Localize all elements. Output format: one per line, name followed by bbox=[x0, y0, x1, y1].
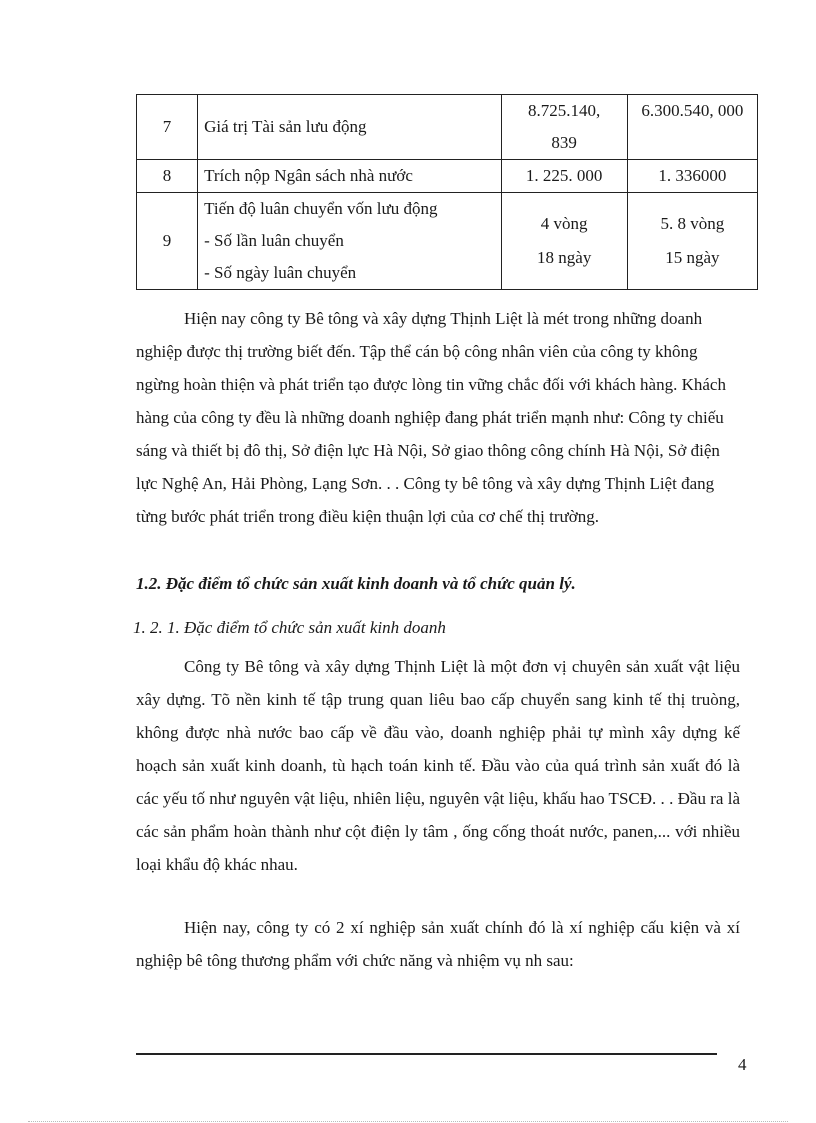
value-current-year bbox=[627, 160, 757, 193]
value-previous-year bbox=[501, 95, 627, 160]
row-item bbox=[198, 193, 501, 290]
value-line: 15 ngày bbox=[665, 248, 720, 267]
value-line: 8.725.140, bbox=[528, 101, 601, 120]
row-number: 8 bbox=[137, 160, 198, 193]
item-line: Giá trị Tài sản lưu động bbox=[204, 117, 367, 136]
value-line: 1. 225. 000 bbox=[525, 166, 603, 185]
value-current-year bbox=[627, 193, 757, 290]
row-number: 7 bbox=[137, 95, 198, 160]
value-line: 6.300.540, 000 bbox=[641, 101, 744, 120]
table-row bbox=[137, 95, 758, 160]
value-line: 1. 336000 bbox=[658, 166, 727, 185]
value-line: 5. 8 vòng bbox=[660, 214, 725, 233]
row-number: 9 bbox=[137, 193, 198, 290]
enterprises-paragraph: Hiện nay, công ty có 2 xí nghiệp sản xuất chính đó là xí nghiệp cấu kiện và xí nghiệp bê tông thương phẩm với chức năng và nhiệm vụ nh sau: bbox=[136, 918, 740, 970]
value-line: 839 bbox=[551, 133, 577, 152]
footer-divider bbox=[136, 1053, 717, 1055]
value-line: 18 ngày bbox=[537, 248, 592, 267]
table-row bbox=[137, 193, 758, 290]
data-table bbox=[136, 94, 758, 290]
page-bottom-border bbox=[28, 1121, 788, 1122]
item-line: - Số ngày luân chuyển bbox=[204, 263, 357, 282]
subsection-heading: 1. 2. 1. Đặc điểm tổ chức sản xuất kinh doanh bbox=[133, 618, 446, 637]
production-paragraph: Công ty Bê tông và xây dựng Thịnh Liệt là một đơn vị chuyên sản xuất vật liệu xây dựng. Tõ nền kinh tế tập trung quan liêu bao cấp chuyển sang kinh tế thị truòng, không được nhà nước bao cấp về đầu vào, doanh nghiệp phải tự mình xây dựng kế hoạch sản xuất kinh doanh, tù hạch toán kinh tế. Đầu vào của quá trình sản xuất đó là các yếu tố như nguyên vật liệu, nhiên liệu, nguyên vật liệu, khấu hao TSCĐ. . . Đầu ra là các sản phẩm hoàn thành như cột điện ly tâm , ống cống thoát nước, panen,... với nhiều loại khẩu độ khác nhau. bbox=[136, 657, 740, 874]
value-current-year bbox=[627, 95, 757, 160]
row-item bbox=[198, 160, 501, 193]
item-line: Tiến độ luân chuyển vốn lưu động bbox=[204, 199, 438, 218]
item-line: Trích nộp Ngân sách nhà nước bbox=[204, 166, 413, 185]
page-number: 4 bbox=[738, 1055, 747, 1074]
value-previous-year bbox=[501, 160, 627, 193]
value-line: 4 vòng bbox=[540, 214, 588, 233]
value-previous-year bbox=[501, 193, 627, 290]
company-overview-paragraph: Hiện nay công ty Bê tông và xây dựng Thịnh Liệt là mét trong những doanh nghiệp được thị trường biết đến. Tập thể cán bộ công nhân viên của công ty không ngừng hoàn thiện và phát triển tạo được lòng tin vững chắc đối với khách hàng. Khách hàng của công ty đều là những doanh nghiệp đang phát triển mạnh như: Công ty chiếu sáng và thiết bị đô thị, Sở điện lực Hà Nội, Sở giao thông công chính Hà Nội, Sở điện lực Nghệ An, Hải Phòng, Lạng Sơn. . . Công ty bê tông và xây dựng Thịnh Liệt đang từng bước phát triển trong điều kiện thuận lợi của cơ chế thị trường. bbox=[136, 309, 726, 526]
row-item bbox=[198, 95, 501, 160]
section-heading: 1.2. Đặc điểm tổ chức sản xuất kinh doanh và tổ chức quản lý. bbox=[136, 574, 576, 593]
table-row bbox=[137, 160, 758, 193]
item-line: - Số lần luân chuyển bbox=[204, 231, 344, 250]
